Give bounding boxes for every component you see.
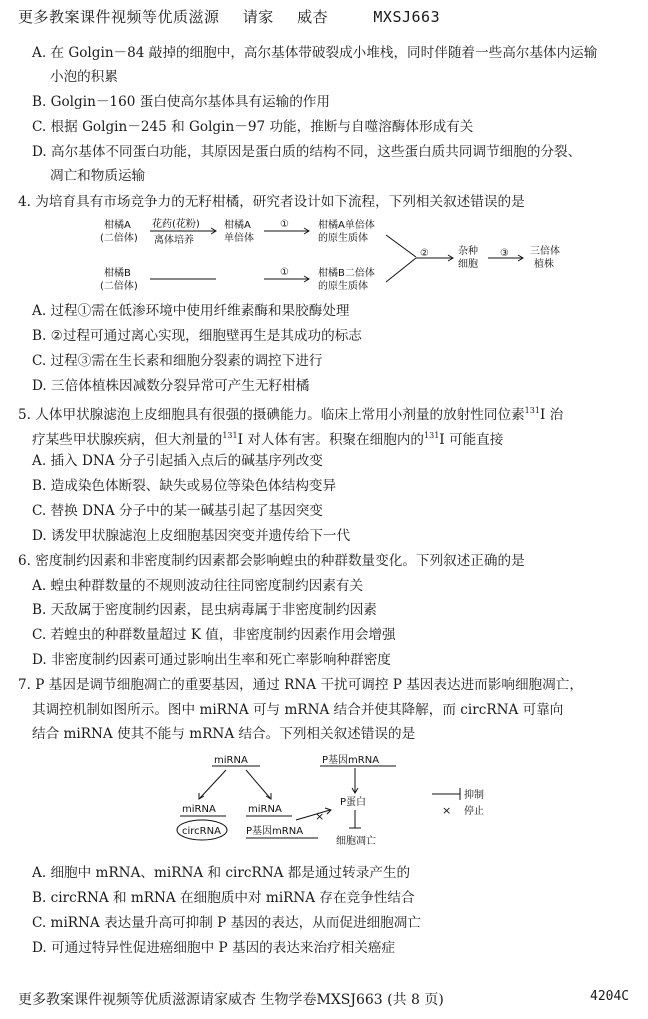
legend-inhibit: 抑制 <box>464 790 484 801</box>
q3-option-a: A. 在 Golgin－84 敲掉的细胞中，高尔基体带破裂成小堆栈，同时伴随着一些高尔基体内运输 <box>32 45 598 61</box>
isotope-sup: 131 <box>524 406 540 415</box>
q5-stem1a: 5. 人体甲状腺滤泡上皮细胞具有很强的摄碘能力。临床上常用小剂量的放射性同位素 <box>18 407 525 423</box>
step1-top: ① <box>280 219 289 230</box>
arrow-to-protein <box>296 810 330 820</box>
q3-option-a-cont: 小泡的积累 <box>50 69 118 85</box>
q7-stem-line2: 其调控机制如图所示。图中 miRNA 可与 mRNA 结合并使其降解，而 circRNA 可靠向 <box>32 702 564 718</box>
mirna-left: miRNA <box>182 804 216 815</box>
step1-bottom: ① <box>280 267 289 278</box>
merge-line-bottom <box>386 258 416 282</box>
q4-option-d: D. 三倍体植株因减数分裂异常可产生无籽柑橘 <box>32 378 310 394</box>
merge-line-top <box>386 235 416 257</box>
anther-label: 花药(花粉) <box>152 219 200 230</box>
page-footer: 更多教案课件视频等优质滋源请家威杏 生物学卷MXSJ663 (共 8 页) <box>18 992 444 1008</box>
header-middle1: 请家 <box>242 8 274 26</box>
q4-flow-diagram <box>90 216 590 298</box>
hybrid-label: 杂种 <box>458 246 478 257</box>
q5-option-a: A. 插入 DNA 分子引起插入点后的碱基序列改变 <box>32 453 323 469</box>
isotope-sup: 131 <box>424 431 440 440</box>
q5-stem2a: 疗某些甲状腺疾病，但大剂量的 <box>32 432 223 448</box>
q5-stem2c: I 可能直接 <box>439 432 504 448</box>
arrow-to-right <box>246 770 270 798</box>
q5-stem2b: I 对人体有害。积聚在细胞内的 <box>237 432 425 448</box>
proto-b-label: 柑橘B二倍体 <box>318 268 375 279</box>
q6-option-c: C. 若蝗虫的种群数量超过 K 值，非密度制约因素作用会增强 <box>32 627 396 643</box>
proto-a-label: 柑橘A单倍体 <box>318 220 375 231</box>
header-middle2: 威杏 <box>297 8 329 26</box>
mirna-top: miRNA <box>214 755 248 766</box>
q7-mechanism-diagram <box>170 752 510 852</box>
q3-option-d-cont: 凋亡和物质运输 <box>50 168 146 184</box>
citrus-b-diploid: (二倍体) <box>100 281 138 292</box>
proto-a-sub: 的原生质体 <box>318 233 368 244</box>
legend-stop: 停止 <box>464 806 484 817</box>
citrus-a-label: 柑橘A <box>104 220 131 231</box>
header-code: MXSJ663 <box>373 8 441 26</box>
q5-stem1b: I 治 <box>539 407 564 423</box>
q6-option-b: B. 天敌属于密度制约因素，昆虫病毒属于非密度制约因素 <box>32 602 377 618</box>
q5-option-c: C. 替换 DNA 分子中的某一碱基引起了基因突变 <box>32 503 323 519</box>
triploid-label: 三倍体 <box>530 246 560 257</box>
q5-stem-line1 <box>18 402 563 424</box>
q6-option-d: D. 非密度制约因素可通过影响出生率和死亡率影响种群密度 <box>32 652 391 668</box>
haploid-a-label: 柑橘A <box>224 220 251 231</box>
q7-stem-line3: 结合 miRNA 使其不能与 mRNA 结合。下列相关叙述错误的是 <box>32 726 416 742</box>
q3-option-d: D. 高尔基体不同蛋白功能，其原因是蛋白质的结构不同，这些蛋白质共同调节细胞的分裂、 <box>32 144 582 160</box>
q5-option-d: D. 诱发甲状腺滤泡上皮细胞基因突变并遗传给下一代 <box>32 528 351 544</box>
culture-label: 离体培养 <box>154 235 194 246</box>
q6-stem: 6. 密度制约因素和非密度制约因素都会影响蝗虫的种群数量变化。下列叙述正确的是 <box>18 553 525 569</box>
citrus-a-diploid: (二倍体) <box>100 233 138 244</box>
q3-option-b: B. Golgin－160 蛋白使高尔基体具有运输的作用 <box>32 94 330 110</box>
q7-option-a: A. 细胞中 mRNA、miRNA 和 circRNA 都是通过转录产生的 <box>32 865 411 881</box>
hybrid-sub: 细胞 <box>458 259 478 270</box>
q4-option-b: B. ②过程可通过离心实现，细胞壁再生是其成功的标志 <box>32 328 362 344</box>
q7-option-b: B. circRNA 和 mRNA 在细胞质中对 miRNA 存在竞争性结合 <box>32 890 415 906</box>
q5-option-b: B. 造成染色体断裂、缺失或易位等染色体结构变异 <box>32 478 337 494</box>
step3: ③ <box>500 248 509 259</box>
isotope-sup: 131 <box>222 431 238 440</box>
header-left: 更多教案课件视频等优质滋源 <box>18 8 220 26</box>
q3-option-c: C. 根据 Golgin－245 和 Golgin－97 功能，推断与自噬溶酶体形成有关 <box>32 119 474 135</box>
mirna-right: miRNA <box>248 804 282 815</box>
p-mrna-top: P基因mRNA <box>322 755 380 766</box>
stop-mark: × <box>315 810 325 823</box>
q7-option-c: C. miRNA 表达量升高可抑制 P 基因的表达，从而促进细胞凋亡 <box>32 915 421 931</box>
q4-option-a: A. 过程①需在低渗环境中使用纤维素酶和果胶酶处理 <box>32 303 350 319</box>
q4-stem: 4. 为培育具有市场竞争力的无籽柑橘，研究者设计如下流程，下列相关叙述错误的是 <box>18 194 525 210</box>
page-header <box>18 6 458 27</box>
circrna-label: circRNA <box>182 826 221 837</box>
q5-stem-line2 <box>32 427 503 449</box>
arrow-to-left <box>200 770 226 798</box>
page-code: 4204C <box>590 989 630 1004</box>
triploid-sub: 植株 <box>534 259 554 270</box>
legend-stop-mark: × <box>442 804 452 817</box>
q6-option-a: A. 蝗虫种群数量的不规则波动往往同密度制约因素有关 <box>32 578 364 594</box>
haploid-a-sub: 单倍体 <box>224 233 254 244</box>
q4-option-c: C. 过程③需在生长素和细胞分裂素的调控下进行 <box>32 353 323 369</box>
proto-b-sub: 的原生质体 <box>318 281 368 292</box>
p-mrna-bottom: P基因mRNA <box>246 826 304 837</box>
q7-option-d: D. 可通过特异性促进癌细胞中 P 基因的表达来治疗相关癌症 <box>32 940 396 956</box>
step2: ② <box>420 248 429 259</box>
p-protein: P蛋白 <box>340 797 367 808</box>
apoptosis: 细胞凋亡 <box>336 836 376 847</box>
q7-stem-line1: 7. P 基因是调节细胞凋亡的重要基因，通过 RNA 干扰可调控 P 基因表达进而影响细胞凋亡， <box>18 677 583 693</box>
citrus-b-label: 柑橘B <box>104 268 131 279</box>
